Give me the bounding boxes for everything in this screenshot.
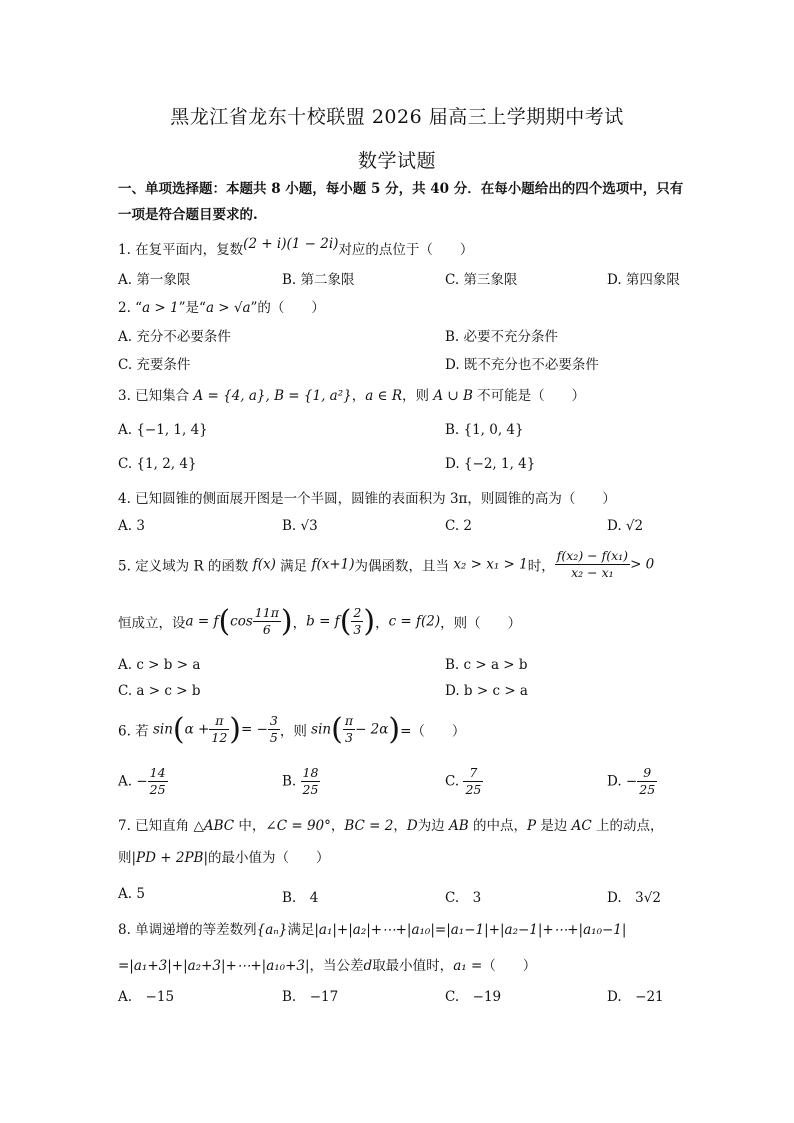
question-6-option-d[interactable]: D. − $\frac{9}{25}$ [607, 765, 656, 797]
question-5-stem: 5. 定义域为 R 的函数 f(x) 满足 f(x+1)为偶函数，且当 x₂ > x₁ > 1时， $\frac{\text{f(x₂) − f(x₁)}}{\text{x₂ − x₁}}$ > 0 [118, 548, 655, 580]
question-6-option-b[interactable]: B. $\frac{18}{25}$ [282, 765, 319, 797]
question-3-option-d[interactable]: D. {−2, 1, 4} [445, 456, 536, 472]
question-7-stem: 7. 已知直角 △ABC 中，∠C = 90°，BC = 2，D为边 AB 的中点，P 是边 AC 上的动点， [118, 818, 664, 834]
question-1-option-a[interactable]: A. 第一象限 [118, 272, 191, 288]
question-6-stem: 6. 若 sin(α + $\frac{\pi}{12}$ )= − $\frac{3}{5}$ ，则 sin( $\frac{\pi}{3}$ − 2α)=（ ） [118, 712, 466, 747]
question-3-option-c[interactable]: C. {1, 2, 4} [118, 456, 197, 472]
question-7-option-d[interactable]: D. 3√2 [607, 890, 661, 906]
question-1-option-d[interactable]: D. 第四象限 [607, 272, 680, 288]
section-heading: 一、单项选择题：本题共 8 小题，每小题 5 分，共 40 分．在每小题给出的四个选项中，只有一项是符合题目要求的. [118, 181, 684, 223]
question-6-option-c[interactable]: C. $\frac{7}{25}$ [445, 765, 482, 797]
question-2-option-b[interactable]: B. 必要不充分条件 [445, 329, 559, 345]
question-4-option-c[interactable]: C. 2 [445, 518, 473, 534]
question-2-option-d[interactable]: D. 既不充分也不必要条件 [445, 357, 599, 373]
question-2-stem: 2. “a > 1”是“a > √a”的（ ） [118, 300, 325, 316]
question-5-option-a[interactable]: A. c > b > a [118, 657, 201, 673]
question-1-stem: 1. 在复平面内，复数(2 + i)(1 − 2i)对应的点位于（ ） [118, 236, 474, 258]
question-3-stem: 3. 已知集合 A = {4, a}, B = {1, a²}，a ∈ R，则 A ∪ B 不可能是（ ） [118, 388, 586, 404]
question-4-option-b[interactable]: B. √3 [282, 518, 318, 534]
question-2-option-a[interactable]: A. 充分不必要条件 [118, 329, 231, 345]
question-8-option-a[interactable]: A. −15 [118, 989, 175, 1005]
question-2-option-c[interactable]: C. 充要条件 [118, 357, 191, 373]
question-3-option-b[interactable]: B. {1, 0, 4} [445, 422, 524, 438]
question-8-option-c[interactable]: C. −19 [445, 989, 502, 1005]
question-5-stem-line2: 恒成立，设a = f(cos $\frac{11\pi}{6}$ )，b = f( $\frac{2}{3}$ )，c = f(2)，则（ ） [118, 604, 522, 639]
question-1-option-b[interactable]: B. 第二象限 [282, 272, 355, 288]
exam-subtitle: 数学试题 [357, 150, 436, 172]
question-1-option-c[interactable]: C. 第三象限 [445, 272, 518, 288]
question-4-stem: 4. 已知圆锥的侧面展开图是一个半圆，圆锥的表面积为 3π，则圆锥的高为（ ） [118, 491, 616, 507]
question-5-option-b[interactable]: B. c > a > b [445, 657, 528, 673]
question-6-option-a[interactable]: A. − $\frac{14}{25}$ [118, 765, 166, 797]
question-7-option-a[interactable]: A. 5 [118, 886, 145, 902]
question-7-option-b[interactable]: B. 4 [282, 890, 319, 906]
exam-title: 黑龙江省龙东十校联盟 2026 届高三上学期期中考试 [170, 106, 624, 128]
question-4-option-d[interactable]: D. √2 [607, 518, 644, 534]
question-7-option-c[interactable]: C. 3 [445, 890, 482, 906]
question-5-option-c[interactable]: C. a > c > b [118, 683, 201, 699]
question-8-stem: 8. 单调递增的等差数列{aₙ}满足|a₁|+|a₂|+⋯+|a₁₀|=|a₁−1|+|a₂−1|+⋯+|a₁₀−1| [118, 922, 627, 938]
question-7-stem-line2: 则|PD + 2PB|的最小值为（ ） [118, 850, 330, 866]
question-5-option-d[interactable]: D. b > c > a [445, 683, 528, 699]
question-8-option-b[interactable]: B. −17 [282, 989, 339, 1005]
question-8-stem-line2: =|a₁+3|+|a₂+3|+⋯+|a₁₀+3|，当公差d取最小值时，a₁ =（ ） [118, 958, 537, 974]
difference-quotient: $\frac{\text{f(x₂) − f(x₁)}}{\text{x₂ − x₁}}$ [556, 548, 629, 580]
question-3-option-a[interactable]: A. {−1, 1, 4} [118, 422, 208, 438]
question-4-option-a[interactable]: A. 3 [118, 518, 145, 534]
question-8-option-d[interactable]: D. −21 [607, 989, 664, 1005]
